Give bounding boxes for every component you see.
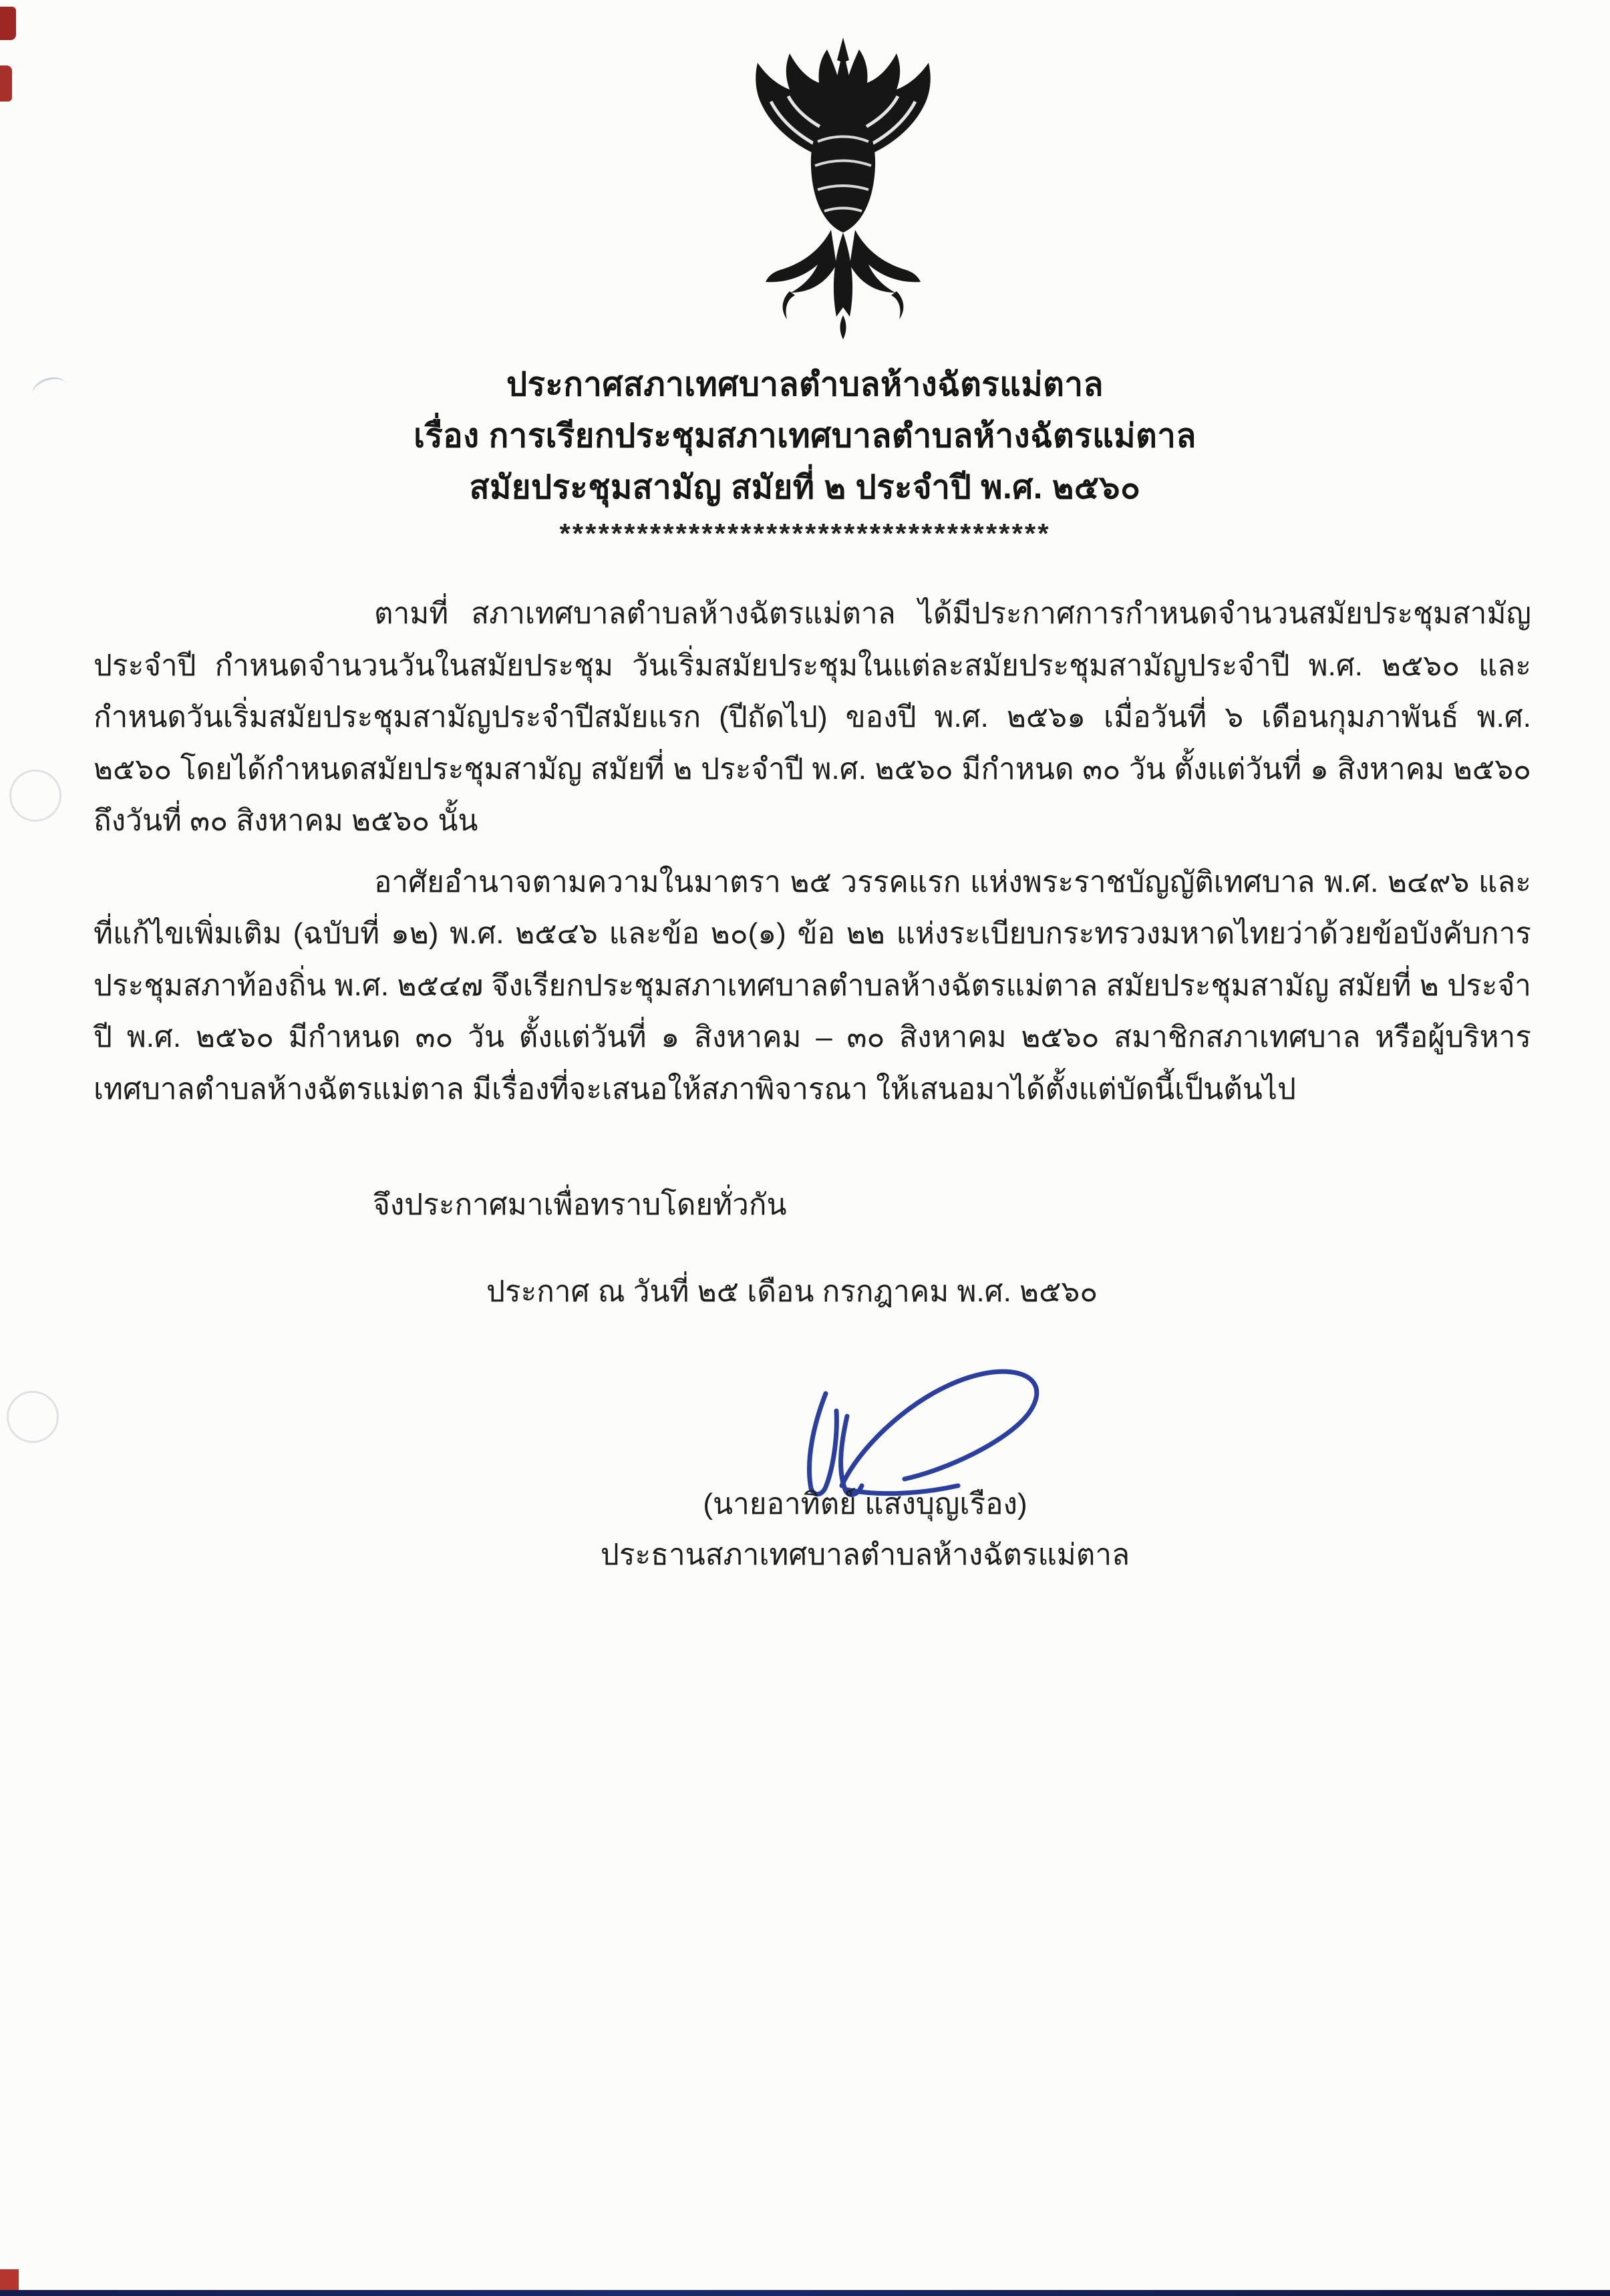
title-line-1: ประกาศสภาเทศบาลตำบลห้างฉัตรแม่ตาล	[506, 367, 1104, 403]
proclamation-date: ประกาศ ณ วันที่ ๒๕ เดือน กรกฎาคม พ.ศ. ๒๕๖๐	[486, 1275, 1098, 1308]
document-heading	[0, 359, 1610, 552]
paragraph-2: อาศัยอำนาจตามความในมาตรา ๒๕ วรรคแรก แห่งพระราชบัญญัติเทศบาล พ.ศ. ๒๔๙๖ และที่แก้ไขเพิ่มเติม (ฉบับที่ ๑๒) พ.ศ. ๒๕๔๖ และข้อ ๒๐(๑) ข้อ ๒๒ แห่งระเบียบกระทรวงมหาดไทยว่าด้วยข้อบังคับการประชุมสภาท้องถิ่น พ.ศ. ๒๕๔๗ จึงเรียกประชุมสภาเทศบาลตำบลห้างฉัตรแม่ตาล สมัยประชุมสามัญ สมัยที่ ๒ ประจำปี พ.ศ. ๒๕๖๐ มีกำหนด ๓๐ วัน ตั้งแต่วันที่ ๑ สิงหาคม – ๓๐ สิงหาคม ๒๕๖๐ สมาชิกสภาเทศบาล หรือผู้บริหารเทศบาลตำบลห้างฉัตรแม่ตาล มีเรื่องที่จะเสนอให้สภาพิจารณา ให้เสนอมาได้ตั้งแต่บัดนี้เป็นต้นไป	[94, 865, 1531, 1106]
handwritten-signature	[747, 1355, 1061, 1502]
hole-punch-mark-1	[9, 770, 61, 822]
hole-punch-mark-2	[7, 1391, 59, 1443]
signer-title: ประธานสภาเทศบาลตำบลห้างฉัตรแม่ตาล	[600, 1538, 1130, 1571]
garuda-emblem-icon	[696, 35, 990, 342]
scan-artifact-red-top-2	[0, 65, 12, 102]
closing-statement: จึงประกาศมาเพื่อทราบโดยทั่วกัน	[373, 1188, 787, 1221]
scan-artifact-red-top-1	[0, 7, 16, 40]
scan-artifact-bottom-edge	[0, 2290, 1610, 2296]
title-line-3: สมัยประชุมสามัญ สมัยที่ ๒ ประจำปี พ.ศ. ๒๕๖๐	[469, 470, 1141, 506]
document-body	[94, 588, 1531, 1124]
paragraph-1: ตามที่ สภาเทศบาลตำบลห้างฉัตรแม่ตาล ได้มีประกาศการกำหนดจำนวนสมัยประชุมสามัญ ประจำปี กำหนดจำนวนวันในสมัยประชุม วันเริ่มสมัยประชุมในแต่ละสมัยประชุมสามัญประจำปี พ.ศ. ๒๕๖๐ และกำหนดวันเริ่มสมัยประชุมสามัญประจำปีสมัยแรก (ปีถัดไป) ของปี พ.ศ. ๒๕๖๑ เมื่อวันที่ ๖ เดือนกุมภาพันธ์ พ.ศ. ๒๕๖๐ โดยได้กำหนดสมัยประชุมสามัญ สมัยที่ ๒ ประจำปี พ.ศ. ๒๕๖๐ มีกำหนด ๓๐ วัน ตั้งแต่วันที่ ๑ สิงหาคม ๒๕๖๐ ถึงวันที่ ๓๐ สิงหาคม ๒๕๖๐ นั้น	[94, 597, 1531, 837]
title-line-2: เรื่อง การเรียกประชุมสภาเทศบาลตำบลห้างฉัตรแม่ตาล	[414, 418, 1196, 454]
asterisk-divider: **************************************	[559, 518, 1051, 549]
signer-name: (นายอาทิตย์ แสงบุญเรือง)	[703, 1488, 1027, 1520]
